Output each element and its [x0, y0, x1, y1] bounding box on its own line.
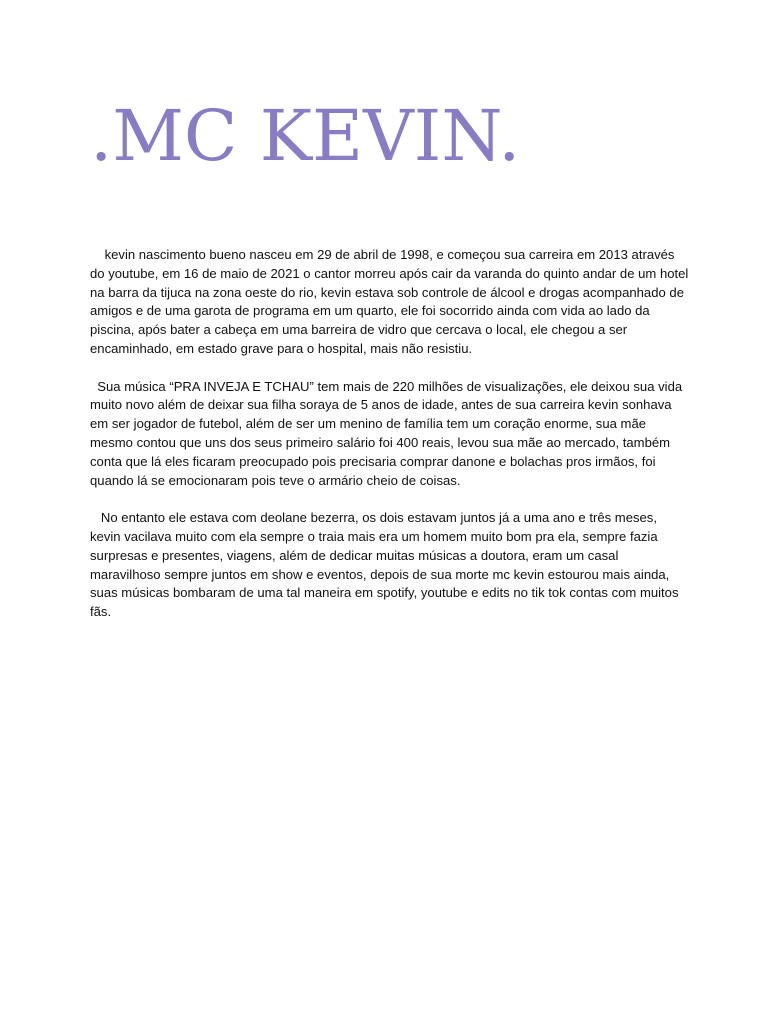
- paragraph-3: No entanto ele estava com deolane bezerra, os dois estavam juntos já a uma ano e três meses, kevin vacilava muito com ela sempre o traia mais era um homem muito bom pra ela, sempre fazia surpresas e presentes, viagens, além de dedicar muitas músicas a doutora, eram um casal maravilhoso sempre juntos em show e eventos, depois de sua morte mc kevin estourou mais ainda, suas músicas bombaram de uma tal maneira em spotify, youtube e edits no tik tok contas com muitos fãs.: [90, 510, 683, 620]
- paragraph-2: Sua música “PRA INVEJA E TCHAU” tem mais de 220 milhões de visualizações, ele deixou sua vida muito novo além de deixar sua filha soraya de 5 anos de idade, antes de sua carreira kevin sonhava em ser jogador de futebol, além de ser um menino de família tem um coração enorme, sua mãe mesmo contou que uns dos seus primeiro salário foi 400 reais, levou sua mãe ao mercado, também conta que lá eles ficaram preocupado pois precisaria comprar danone e bolachas pros irmãos, foi quando lá se emocionaram pois teve o armário cheio de coisas.: [90, 378, 686, 488]
- document-title: .MC KEVIN.: [90, 95, 521, 177]
- paragraph-1: kevin nascimento bueno nasceu em 29 de abril de 1998, e começou sua carreira em 2013 através do youtube, em 16 de maio de 2021 o cantor morreu após cair da varanda do quinto andar de um hotel na barra da tijuca na zona oeste do rio, kevin estava sob controle de álcool e drogas acompanhado de amigos e de uma garota de programa em um quarto, ele foi socorrido ainda com vida ao lado da piscina, após bater a cabeça em uma barreira de vidro que cercava o local, ele chegou a ser encaminhado, em estado grave para o hospital, mais não resistiu.: [90, 247, 692, 356]
- document-body: [90, 246, 690, 641]
